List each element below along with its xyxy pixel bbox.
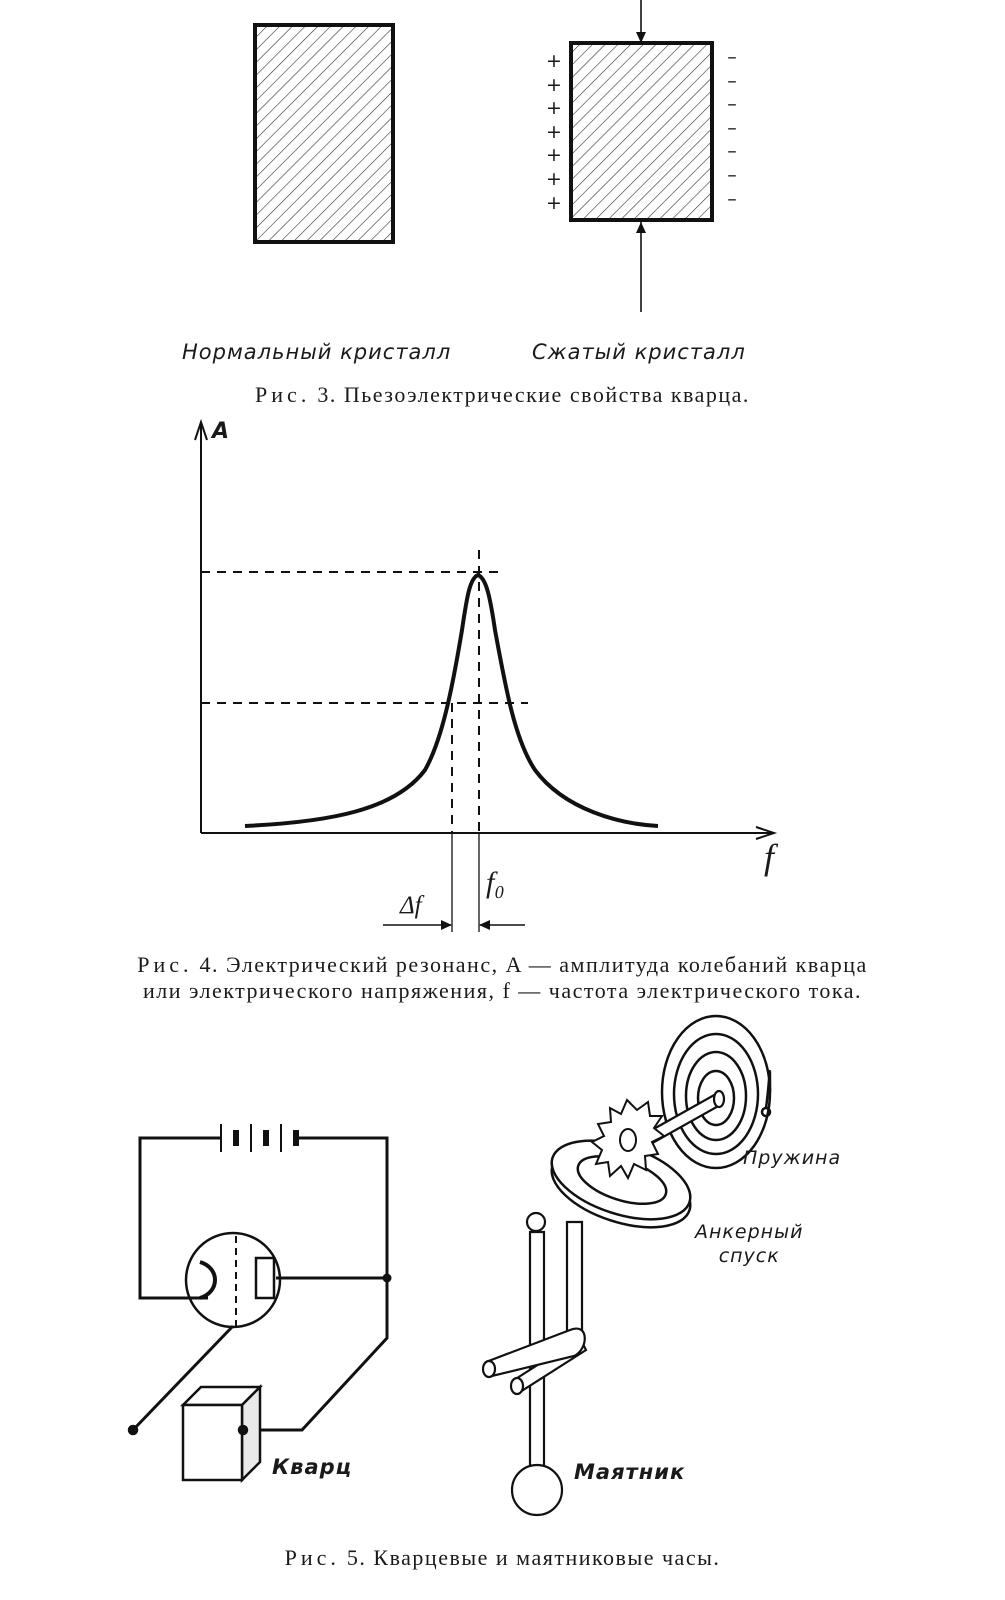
bandwidth-label: Δf <box>400 892 422 919</box>
plus-sign: + <box>546 191 562 214</box>
battery <box>205 1124 305 1152</box>
plus-sign: + <box>546 97 562 120</box>
vacuum-tube <box>186 1233 280 1327</box>
pendulum-assembly <box>483 1213 586 1515</box>
figure-5-caption <box>0 1545 1005 1571</box>
minus-sign: – <box>727 116 737 139</box>
caption-prefix: Рис. <box>137 952 193 977</box>
escapement-label-line-1: Анкерный <box>695 1221 804 1243</box>
plus-sign: + <box>546 50 562 72</box>
minus-sign: – <box>727 163 737 186</box>
caption-prefix: Рис. <box>255 382 311 407</box>
minus-sign: – <box>727 187 737 210</box>
plus-sign: + <box>546 120 562 143</box>
escapement-label <box>695 1220 803 1268</box>
resonance-frequency-label: f₀ <box>486 866 505 899</box>
caption-prefix: Рис. <box>284 1545 340 1570</box>
compressed-crystal-label: Сжатый кристалл <box>532 340 746 364</box>
minus-sign: – <box>727 46 737 68</box>
x-axis-label: f <box>764 837 775 877</box>
minus-sign: – <box>727 140 737 163</box>
plus-sign: + <box>546 144 562 167</box>
quartz-crystal-box <box>129 1387 260 1480</box>
caption-text: 5. Кварцевые и маятниковые часы. <box>346 1545 721 1570</box>
spring-label: Пружина <box>743 1147 842 1169</box>
caption-text: 4. Электрический резонанс, A — амплитуда колебаний кварца <box>199 952 868 977</box>
minus-sign: – <box>727 93 737 116</box>
pendulum-label: Маятник <box>574 1460 686 1484</box>
quartz-label: Кварц <box>272 1455 353 1479</box>
plus-sign: + <box>546 167 562 190</box>
escapement-label-line-2: спуск <box>718 1245 780 1267</box>
junction-dot <box>383 1274 392 1283</box>
figure-4-caption-line-2: или электрического напряжения, f — частота электрического тока. <box>142 978 863 1003</box>
normal-crystal-label: Нормальный кристалл <box>182 340 452 364</box>
caption-text: 3. Пьезоэлектрические свойства кварца. <box>317 382 750 407</box>
y-axis-label: A <box>212 419 230 444</box>
minus-sign: – <box>727 69 737 92</box>
plus-sign: + <box>546 73 562 96</box>
